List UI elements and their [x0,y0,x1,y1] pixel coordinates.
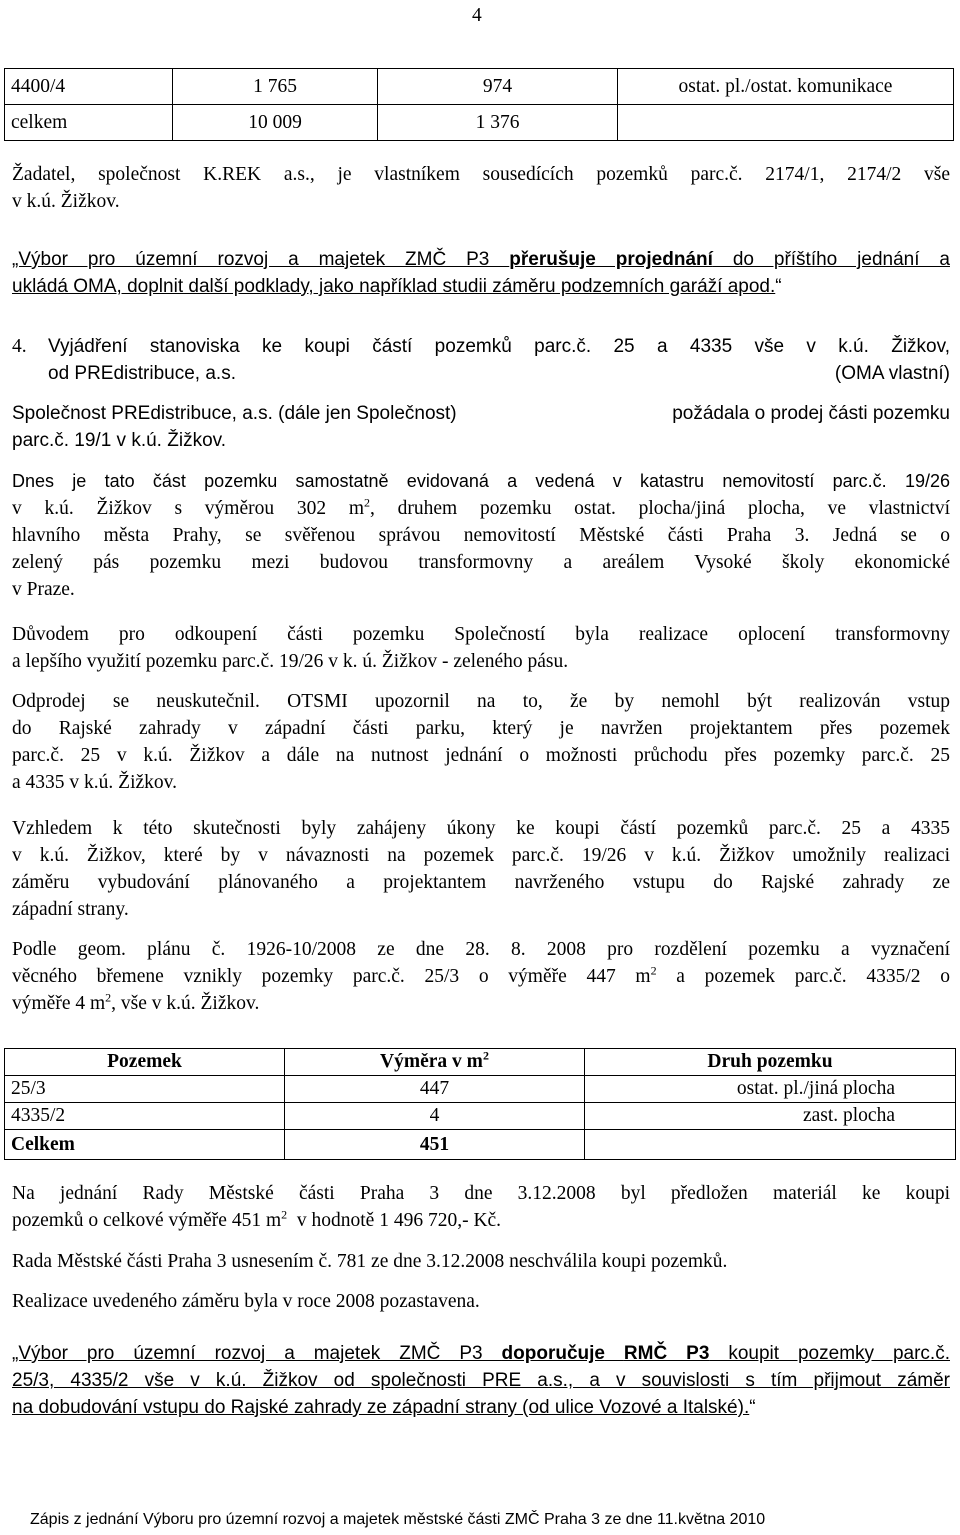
header-cell: Pozemek [5,1049,285,1076]
resolution-postpone [12,246,950,300]
table-row [5,1076,956,1103]
text-line: v k.ú. Žižkov, které by v návaznosti na pozemek parc.č. 19/26 v k.ú. Žižkov umožnily realizaci [12,845,950,866]
superscript: 2 [650,963,657,978]
text-span: pozemků o celkové výměře 451 m [12,1210,282,1231]
text-line: a 4335 v k.ú. Žižkov. [12,772,177,793]
page-footer: Zápis z jednání Výboru pro územní rozvoj a majetek městské části ZMČ Praha 3 ze dne 11.května 2010 [30,1511,766,1528]
table-cell: 10 009 [173,105,378,141]
resolution-text: ukládá OMA, doplnit další podklady, jako například studii záměru podzemních garáží apod. [12,276,776,297]
text-line [12,963,950,990]
superscript: 2 [105,990,112,1005]
table-cell: 1 765 [173,69,378,105]
agenda-item-4 [12,333,950,387]
text-line: Důvodem pro odkoupení části pozemku Společností byla realizace oplocení transformovny [12,624,950,645]
table-cell: 974 [378,69,618,105]
table-header-row [5,1049,956,1076]
text-line [12,1207,950,1234]
text-line: hlavního města Prahy, se svěřenou správou nemovitostí Městské části Praha 3. Jedná se o [12,525,950,546]
table-cell: 1 376 [378,105,618,141]
text-line: a lepšího využití pozemku parc.č. 19/26 v k. ú. Žižkov - zeleného pásu. [12,651,569,672]
table-cell: 25/3 [5,1076,285,1103]
text-line: západní strany. [12,899,129,920]
text-line [12,1340,950,1367]
text-line: 25/3, 4335/2 vše v k.ú. Žižkov od společnosti PRE a.s., a v souvislosti s tím přijmout záměr [12,1370,950,1391]
text-line: záměru vybudování plánovaného a projektantem navrženého vstupu do Rajské zahrady ze [12,872,950,893]
text-line: Podle geom. plánu č. 1926-10/2008 ze dne 28. 8. 2008 pro rozdělení pozemku a vyznačení [12,939,950,960]
item-responsible: (OMA vlastní) [834,363,950,384]
reason-paragraph [12,621,950,675]
resolution-decision: doporučuje [501,1343,605,1364]
table-row [5,1103,956,1130]
survey-paragraph [12,936,950,1017]
text-span: věcného břemene vznikly pozemky parc.č. 25/3 o výměře 447 m [12,966,651,987]
table-cell: 4 [285,1103,585,1130]
table-cell [585,1130,956,1160]
item-title: od PREdistribuce, a.s. [48,363,236,384]
sale-paragraph [12,688,950,796]
text-line: v k.ú. Žižkov. [12,191,120,212]
text-line: parc.č. 19/1 v k.ú. Žižkov. [12,430,227,451]
table-cell: 4335/2 [5,1103,285,1130]
text-span: , vše v k.ú. Žižkov. [111,993,260,1014]
closing-quote: “ [775,276,782,297]
table-cell: celkem [5,105,173,141]
current-state-paragraph [12,468,950,603]
text-span: v hodnotě 1 496 720,- Kč. [287,1210,502,1231]
resolution-text: koupit pozemky parc.č. [709,1343,950,1364]
table-cell: zast. plocha [585,1103,956,1130]
resolution-text: „Výbor pro územní rozvoj a majetek ZMČ P3 [12,249,510,270]
table-cell: 4400/4 [5,69,173,105]
header-text: Výměra v m [380,1051,483,1072]
table-cell: ostat. pl./jiná plocha [585,1076,956,1103]
resolution-decision: přerušuje projednání [509,249,713,270]
table-cell: Celkem [5,1130,285,1160]
text-line: Na jednání Rady Městské části Praha 3 dne 3.12.2008 byl předložen materiál ke koupi [12,1183,950,1204]
header-cell: Druh pozemku [585,1049,956,1076]
suspended-paragraph: Realizace uvedeného záměru byla v roce 2008 pozastavena. [12,1291,480,1312]
resolution-text: do příštího jednání a [712,249,950,270]
council-resolution-paragraph: Rada Městské části Praha 3 usnesením č. 781 ze dne 3.12.2008 neschválila koupi pozemků. [12,1251,728,1272]
resolution-text: na dobudování vstupu do Rajské zahrady ze západní strany (od ulice Vozové a Italské). [12,1397,750,1418]
page-number: 4 [472,5,482,26]
text-line [12,495,950,522]
text-span: , druhem pozemku ostat. plocha/jiná plocha, ve vlastnictví [370,498,950,519]
resolution-text [605,1343,624,1364]
text-line: do Rajské zahrady v západní části parku, který je navržen projektantem přes pozemek [12,718,950,739]
text-line: Odprodej se neuskutečnil. OTSMI upozornil na to, že by nemohl být realizován vstup [12,691,950,712]
superscript: 2 [482,1048,489,1063]
closing-quote: “ [749,1397,756,1418]
text-line [12,990,950,1017]
text-span: v k.ú. Žižkov s výměrou 302 m [12,498,365,519]
text-line: Dnes je tato část pozemku samostatně evidovaná a vedená v katastru nemovitostí parc.č. 19/26 [12,471,950,491]
table-row [5,105,954,141]
text-line: Žadatel, společnost K.REK a.s., je vlastníkem sousedících pozemků parc.č. 2174/1, 2174/2 vše [12,164,950,185]
superscript: 2 [281,1207,288,1222]
resolution-body: RMČ P3 [623,1343,710,1364]
superscript: 2 [364,495,371,510]
text-line [12,1394,950,1421]
resolution-recommend [12,1340,950,1421]
text-line: zelený pás pozemku mezi budovou transformovny a areálem Vysoké školy ekonomické [12,552,950,573]
table-row [5,69,954,105]
top-land-table [4,68,954,141]
table-cell: ostat. pl./ostat. komunikace [618,69,954,105]
text-line: v Praze. [12,579,75,600]
table-total-row [5,1130,956,1160]
text-line [12,273,950,300]
text-span: a pozemek parc.č. 4335/2 o [656,966,950,987]
applicant-paragraph [12,161,950,215]
land-table [4,1048,956,1160]
table-cell [618,105,954,141]
text-line: požádala o prodej části pozemku [672,403,950,424]
text-line [12,246,950,273]
table-cell: 447 [285,1076,585,1103]
text-line: Společnost PREdistribuce, a.s. (dále jen Společnost) [12,403,457,424]
text-line: Vzhledem k této skutečnosti byly zahájeny úkony ke koupi částí pozemků parc.č. 25 a 4335 [12,818,950,839]
item-number: 4. [12,336,27,357]
item-title: Vyjádření stanoviska ke koupi částí pozemků parc.č. 25 a 4335 vše v k.ú. Žižkov, [48,336,950,357]
text-span: výměře 4 m [12,993,106,1014]
purchase-paragraph [12,815,950,923]
resolution-text: „Výbor pro územní rozvoj a majetek ZMČ P3 [12,1343,502,1364]
table-cell: 451 [285,1130,585,1160]
company-paragraph [12,400,950,454]
header-cell [285,1049,585,1076]
council-paragraph [12,1180,950,1234]
text-line: parc.č. 25 v k.ú. Žižkov a dále na nutnost jednání o možnosti průchodu přes pozemky parc.č. 25 [12,745,950,766]
